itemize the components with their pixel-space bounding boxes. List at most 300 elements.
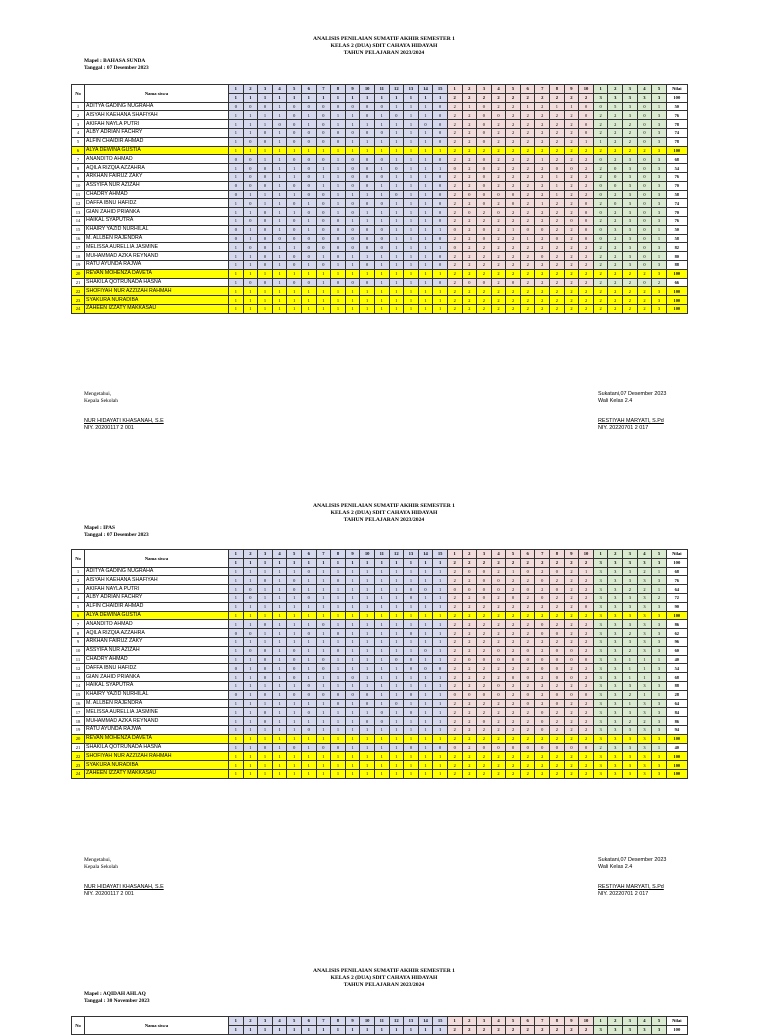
score-cell: 1 [433, 585, 448, 594]
score-cell: 1 [287, 699, 302, 708]
score-cell: 1 [404, 681, 419, 690]
score-cell: 3 [652, 602, 667, 611]
score-cell: 2 [637, 269, 652, 278]
score-cell: 0 [316, 137, 331, 146]
student-row [72, 260, 688, 269]
score-cell: 2 [550, 769, 565, 778]
score-cell: 2 [535, 734, 550, 743]
score-cell: 2 [506, 252, 521, 261]
score-cell: 2 [506, 585, 521, 594]
score-cell: 0 [491, 111, 506, 120]
score-cell: 0 [287, 260, 302, 269]
score-cell: 2 [564, 602, 579, 611]
score-cell: 0 [550, 646, 565, 655]
score-cell: 0 [477, 199, 492, 208]
score-cell: 1 [360, 287, 375, 296]
score-cell: 0 [258, 673, 273, 682]
score-cell: 1 [418, 269, 433, 278]
score-cell: 1 [389, 296, 404, 305]
score-cell: 3 [608, 664, 623, 673]
score-cell: 1 [272, 287, 287, 296]
question-weight: 3 [593, 558, 608, 567]
score-cell: 1 [301, 216, 316, 225]
score-cell: 2 [550, 708, 565, 717]
question-weight: 1 [316, 1025, 331, 1034]
score-cell: 0 [301, 208, 316, 217]
score-cell: 2 [506, 690, 521, 699]
score-cell: 2 [520, 137, 535, 146]
score-cell: 3 [623, 743, 638, 752]
question-number: 9 [345, 85, 360, 94]
score-cell: 2 [564, 681, 579, 690]
score-cell: 3 [637, 761, 652, 770]
score-cell: 2 [608, 269, 623, 278]
score-cell: 0 [360, 164, 375, 173]
student-row [72, 190, 688, 199]
score-cell: 0 [477, 655, 492, 664]
score-cell: 2 [462, 120, 477, 129]
score-cell: 1 [229, 137, 244, 146]
score-cell: 0 [360, 243, 375, 252]
score-cell: 0 [506, 593, 521, 602]
student-row [72, 690, 688, 699]
question-weight: 1 [389, 1025, 404, 1034]
score-cell: 3 [623, 260, 638, 269]
score-cell: 3 [637, 576, 652, 585]
score-cell: 1 [301, 664, 316, 673]
score-cell: 0 [331, 699, 346, 708]
score-cell: 1 [652, 252, 667, 261]
score-cell: 0 [520, 585, 535, 594]
score-cell: 0 [579, 216, 594, 225]
score-cell: 0 [520, 567, 535, 576]
student-number: 12 [72, 664, 85, 673]
question-number: 9 [564, 1017, 579, 1026]
score-cell: 2 [535, 761, 550, 770]
score-cell: 1 [374, 734, 389, 743]
question-number: 9 [564, 85, 579, 94]
score-cell: 2 [447, 681, 462, 690]
score-cell: 1 [404, 637, 419, 646]
score-cell: 1 [301, 296, 316, 305]
score-cell: 2 [462, 181, 477, 190]
score-cell: 1 [389, 761, 404, 770]
student-number: 2 [72, 111, 85, 120]
student-number: 20 [72, 269, 85, 278]
score-cell: 0 [243, 646, 258, 655]
score-cell: 2 [447, 137, 462, 146]
score-cell: 1 [360, 655, 375, 664]
score-cell: 1 [301, 646, 316, 655]
score-cell: 0 [579, 128, 594, 137]
score-cell: 2 [491, 216, 506, 225]
score-cell: 2 [564, 252, 579, 261]
score-cell: 1 [272, 752, 287, 761]
score-cell: 1 [345, 629, 360, 638]
question-weight: 2 [462, 93, 477, 102]
student-row [72, 146, 688, 155]
score-cell: 2 [564, 717, 579, 726]
score-cell: 1 [374, 743, 389, 752]
score-cell: 2 [447, 725, 462, 734]
score-cell: 1 [389, 734, 404, 743]
score-cell: 0 [520, 699, 535, 708]
final-score: 76 [666, 576, 687, 585]
signature-left [84, 391, 164, 432]
score-cell: 1 [389, 585, 404, 594]
score-cell: 2 [564, 155, 579, 164]
score-cell: 2 [564, 287, 579, 296]
student-row [72, 629, 688, 638]
final-score: 78 [666, 137, 687, 146]
score-cell: 1 [418, 576, 433, 585]
score-cell: 1 [301, 260, 316, 269]
title-line-1: ANALISIS PENILAIAN SUMATIF AKHIR SEMESTER 1 [313, 968, 455, 974]
score-cell: 0 [433, 260, 448, 269]
score-cell: 1 [404, 611, 419, 620]
score-cell: 3 [623, 567, 638, 576]
score-cell: 0 [345, 155, 360, 164]
final-score: 50 [666, 225, 687, 234]
score-cell: 1 [389, 752, 404, 761]
score-cell: 0 [316, 664, 331, 673]
score-cell: 3 [608, 761, 623, 770]
score-cell: 1 [360, 734, 375, 743]
score-cell: 2 [564, 611, 579, 620]
score-cell: 0 [243, 181, 258, 190]
score-cell: 1 [331, 655, 346, 664]
final-score: 54 [666, 664, 687, 673]
score-cell: 2 [535, 146, 550, 155]
score-cell: 2 [623, 146, 638, 155]
score-cell: 1 [374, 602, 389, 611]
score-cell: 0 [579, 208, 594, 217]
student-number: 23 [72, 761, 85, 770]
score-cell: 0 [477, 585, 492, 594]
score-cell: 0 [608, 199, 623, 208]
score-cell: 0 [287, 225, 302, 234]
student-number: 13 [72, 673, 85, 682]
score-cell: 3 [608, 593, 623, 602]
score-cell: 2 [491, 664, 506, 673]
score-cell: 1 [331, 120, 346, 129]
score-cell: 1 [243, 611, 258, 620]
score-cell: 2 [477, 761, 492, 770]
score-cell: 1 [637, 664, 652, 673]
score-cell: 1 [374, 673, 389, 682]
headmaster-niy: NIY. 20200117 2 001 [84, 891, 134, 897]
score-cell: 1 [287, 172, 302, 181]
score-cell: 1 [243, 734, 258, 743]
score-cell: 0 [593, 234, 608, 243]
question-number: 3 [477, 85, 492, 94]
teacher-name: RESTIYAH MARYATI, S.Pd [598, 418, 664, 424]
score-cell: 2 [623, 269, 638, 278]
score-cell: 3 [593, 752, 608, 761]
final-score: 70 [666, 208, 687, 217]
score-cell: 2 [520, 120, 535, 129]
score-cell: 0 [258, 278, 273, 287]
score-cell: 1 [637, 690, 652, 699]
score-cell: 2 [520, 769, 535, 778]
score-cell: 1 [389, 690, 404, 699]
score-cell: 1 [229, 172, 244, 181]
score-cell: 1 [652, 690, 667, 699]
mapel-label: Mapel : BAHASA SUNDA [84, 58, 146, 64]
score-cell: 3 [652, 769, 667, 778]
score-cell: 0 [550, 567, 565, 576]
score-cell: 3 [593, 717, 608, 726]
score-cell: 1 [389, 137, 404, 146]
sign-right-line1: Sukatani,07 Desember 2023 [598, 391, 667, 397]
score-cell: 0 [491, 681, 506, 690]
score-cell: 1 [404, 699, 419, 708]
student-row [72, 567, 688, 576]
score-cell: 1 [404, 260, 419, 269]
score-cell: 1 [345, 190, 360, 199]
question-weight: 1 [243, 1025, 258, 1034]
score-cell: 1 [433, 690, 448, 699]
score-cell: 2 [520, 664, 535, 673]
score-cell: 3 [593, 576, 608, 585]
score-cell: 2 [535, 120, 550, 129]
score-cell: 1 [272, 655, 287, 664]
score-cell: 2 [462, 252, 477, 261]
score-cell: 1 [433, 269, 448, 278]
score-cell: 2 [477, 269, 492, 278]
score-cell: 3 [652, 243, 667, 252]
student-row [72, 269, 688, 278]
score-cell: 0 [637, 243, 652, 252]
question-weight: 1 [243, 558, 258, 567]
question-number: 6 [301, 550, 316, 559]
score-cell: 1 [316, 681, 331, 690]
score-cell: 1 [229, 681, 244, 690]
score-cell: 1 [389, 681, 404, 690]
score-cell: 0 [462, 567, 477, 576]
question-number: 2 [243, 550, 258, 559]
score-cell: 2 [593, 111, 608, 120]
score-cell: 1 [404, 155, 419, 164]
final-score: 74 [666, 199, 687, 208]
score-cell: 2 [491, 725, 506, 734]
question-weight: 2 [579, 558, 594, 567]
score-cell: 1 [287, 190, 302, 199]
score-cell: 1 [331, 620, 346, 629]
score-cell: 1 [404, 717, 419, 726]
score-cell: 2 [535, 128, 550, 137]
score-cell: 0 [345, 278, 360, 287]
student-row [72, 287, 688, 296]
score-cell: 2 [520, 708, 535, 717]
score-cell: 3 [652, 190, 667, 199]
score-cell: 2 [477, 611, 492, 620]
question-weight: 2 [564, 93, 579, 102]
score-cell: 2 [535, 164, 550, 173]
question-number: 8 [550, 85, 565, 94]
score-cell: 1 [418, 655, 433, 664]
score-cell: 2 [535, 208, 550, 217]
question-number: 10 [360, 1017, 375, 1026]
score-cell: 1 [374, 164, 389, 173]
score-cell: 2 [491, 304, 506, 313]
score-cell: 0 [404, 585, 419, 594]
score-cell: 1 [272, 734, 287, 743]
score-cell: 2 [550, 717, 565, 726]
score-cell: 1 [374, 637, 389, 646]
score-cell: 0 [462, 278, 477, 287]
score-cell: 1 [360, 602, 375, 611]
score-cell: 1 [301, 576, 316, 585]
score-cell: 1 [272, 567, 287, 576]
question-weight: 2 [535, 93, 550, 102]
score-cell: 1 [272, 708, 287, 717]
student-name: SYAKURA NURADIBA [85, 761, 229, 770]
score-cell: 2 [520, 681, 535, 690]
score-cell: 1 [652, 585, 667, 594]
score-cell: 2 [447, 199, 462, 208]
score-cell: 0 [389, 699, 404, 708]
score-cell: 0 [433, 102, 448, 111]
score-cell: 0 [345, 208, 360, 217]
score-cell: 2 [520, 304, 535, 313]
score-cell: 1 [287, 769, 302, 778]
score-cell: 0 [418, 646, 433, 655]
question-number: 1 [447, 1017, 462, 1026]
score-cell: 1 [272, 208, 287, 217]
score-cell: 1 [272, 181, 287, 190]
score-cell: 1 [258, 287, 273, 296]
score-cell: 1 [243, 567, 258, 576]
score-cell: 2 [564, 243, 579, 252]
score-cell: 2 [535, 611, 550, 620]
score-cell: 1 [360, 593, 375, 602]
score-cell: 2 [447, 234, 462, 243]
score-cell: 1 [229, 111, 244, 120]
score-cell: 2 [506, 111, 521, 120]
score-cell: 3 [652, 216, 667, 225]
score-cell: 1 [418, 690, 433, 699]
score-cell: 2 [447, 111, 462, 120]
score-cell: 2 [623, 629, 638, 638]
score-cell: 2 [535, 137, 550, 146]
score-cell: 1 [433, 769, 448, 778]
score-cell: 0 [360, 111, 375, 120]
score-cell: 1 [331, 717, 346, 726]
score-cell: 1 [331, 146, 346, 155]
student-name: MELISSA AURELLIA JASMINE [85, 708, 229, 717]
score-cell: 0 [447, 243, 462, 252]
question-number: 4 [637, 550, 652, 559]
score-cell: 1 [301, 199, 316, 208]
score-cell: 2 [535, 699, 550, 708]
student-number: 2 [72, 576, 85, 585]
student-number: 7 [72, 155, 85, 164]
score-cell: 2 [593, 304, 608, 313]
score-cell: 2 [491, 234, 506, 243]
score-cell: 2 [506, 102, 521, 111]
score-cell: 1 [345, 717, 360, 726]
question-weight: 3 [608, 1025, 623, 1034]
student-number: 3 [72, 585, 85, 594]
mapel-label: Mapel : IPAS [84, 525, 116, 531]
score-cell: 2 [579, 252, 594, 261]
score-cell: 1 [272, 128, 287, 137]
score-cell: 0 [316, 199, 331, 208]
final-score: 76 [666, 111, 687, 120]
score-cell: 1 [389, 567, 404, 576]
student-number: 16 [72, 699, 85, 708]
score-cell: 3 [652, 620, 667, 629]
score-cell: 1 [433, 225, 448, 234]
score-cell: 1 [637, 673, 652, 682]
score-cell: 1 [258, 199, 273, 208]
score-cell: 0 [258, 576, 273, 585]
score-cell: 0 [462, 690, 477, 699]
score-cell: 1 [301, 699, 316, 708]
student-name: AISYAH KAEHANA SHAFIYAH [85, 576, 229, 585]
score-cell: 1 [374, 296, 389, 305]
student-number: 19 [72, 260, 85, 269]
score-cell: 0 [404, 690, 419, 699]
score-cell: 2 [462, 673, 477, 682]
score-cell: 3 [652, 181, 667, 190]
score-cell: 0 [433, 120, 448, 129]
score-cell: 1 [258, 637, 273, 646]
score-cell: 0 [331, 102, 346, 111]
score-cell: 0 [535, 708, 550, 717]
question-weight: 1 [360, 1025, 375, 1034]
score-cell: 2 [564, 225, 579, 234]
score-cell: 0 [389, 164, 404, 173]
score-cell: 1 [287, 681, 302, 690]
score-cell: 1 [345, 761, 360, 770]
score-cell: 1 [345, 655, 360, 664]
question-number: 3 [623, 550, 638, 559]
score-cell: 1 [360, 646, 375, 655]
score-cell: 3 [608, 681, 623, 690]
score-cell: 2 [564, 278, 579, 287]
score-cell: 1 [550, 190, 565, 199]
question-weight: 1 [404, 93, 419, 102]
score-cell: 1 [301, 743, 316, 752]
score-cell: 2 [579, 190, 594, 199]
question-number: 4 [272, 85, 287, 94]
score-cell: 2 [491, 673, 506, 682]
score-cell: 1 [243, 225, 258, 234]
score-cell: 1 [316, 699, 331, 708]
score-cell: 1 [243, 208, 258, 217]
score-cell: 2 [506, 146, 521, 155]
score-cell: 3 [608, 673, 623, 682]
score-cell: 1 [272, 629, 287, 638]
student-row [72, 699, 688, 708]
teacher-niy: NIY. 20220701 2 017 [598, 891, 649, 897]
score-cell: 0 [258, 655, 273, 664]
score-cell: 0 [506, 199, 521, 208]
score-cell: 0 [331, 743, 346, 752]
score-cell: 2 [506, 216, 521, 225]
score-cell: 1 [229, 717, 244, 726]
score-cell: 1 [243, 296, 258, 305]
no-header: No [72, 550, 85, 568]
score-cell: 1 [331, 181, 346, 190]
score-cell: 0 [447, 743, 462, 752]
student-row [72, 620, 688, 629]
question-weight: 1 [287, 558, 302, 567]
score-cell: 0 [301, 278, 316, 287]
score-cell: 0 [550, 699, 565, 708]
